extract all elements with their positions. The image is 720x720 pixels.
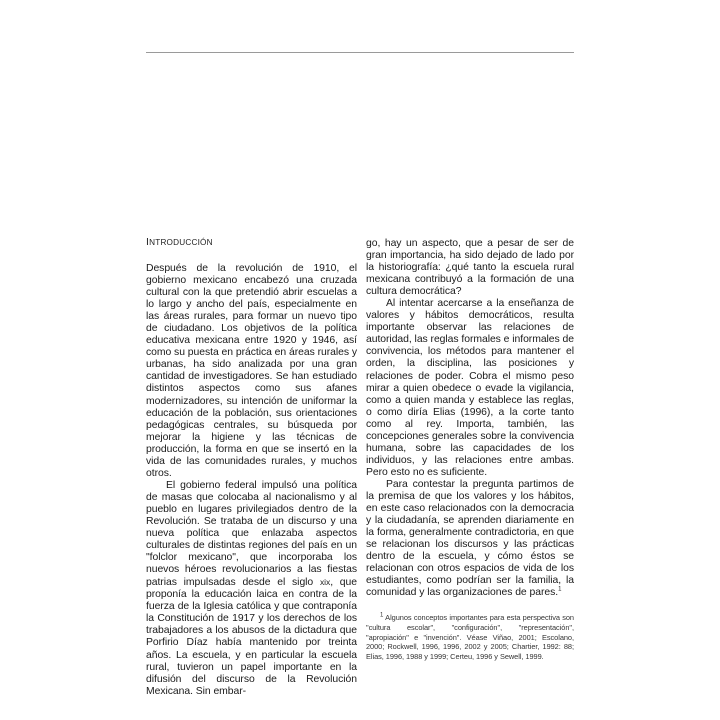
heading-initial: I: [146, 236, 150, 248]
left-column: [146, 263, 357, 698]
century-numeral: xix: [319, 577, 331, 588]
paragraph: [366, 479, 574, 599]
footnote: [366, 613, 574, 661]
header-rule: [146, 52, 574, 53]
paragraph-text: Para contestar la pregunta partimos de la premisa de que los valores y los hábitos, en este caso relacionados con la democracia y la ciudadanía, se aprenden diariamente en la forma, generalmente contradictoria, en que se relacionan los discursos y las prácticas dentro de la escuela, y cómo éstos se relacionan con otros espacios de vida de los estudiantes, como podrían ser la familia, la comunidad y las organizaciones de pares.: [366, 478, 574, 599]
paragraph: [146, 480, 357, 698]
footnote-reference[interactable]: 1: [558, 586, 562, 593]
footnote-marker: 1: [380, 612, 384, 619]
paragraph-text: , que proponía la educación laica en contra de la fuerza de la Iglesia católica y que contraponía la Constitución de 1917 y los derechos de los trabajadores a los abusos de la dictadura que Porfirio Díaz había mantenido por treinta años. La escuela, y en particular la escuela rural, tuvieron un papel importante en la difusión del discurso de la Revolución Mexicana. Sin embar-: [146, 577, 357, 697]
paragraph: Después de la revolución de 1910, el gobierno mexicano encabezó una cruzada cultural con la que pretendió abrir escuelas a lo largo y ancho del país, especialmente en las áreas rurales, para formar un nuevo tipo de ciudadano. Los objetivos de la política educativa mexicana entre 1920 y 1946, así como su puesta en práctica en áreas rurales y urbanas, ha sido analizada por una gran cantidad de investigadores. Se han estudiado distintos aspectos como sus afanes modernizadores, su intención de uniformar la educación de la población, sus orientaciones pedagógicas centrales, su búsqueda por mejorar la higiene y las técnicas de producción, la forma en que se insertó en la vida de las comunidades rurales, y muchos otros.: [146, 263, 357, 479]
paragraph: Al intentar acercarse a la enseñanza de valores y hábitos democráticos, resulta importante observar las relaciones de autoridad, las reglas formales e informales de convivencia, los métodos para mantener el orden, la disciplina, las posiciones y relaciones de poder. Cobra el mismo peso mirar a quien obedece o evade la vigilancia, como a quien manda y establece las reglas, o como diría Elias (1996), a la corte tanto como al rey. Importa, también, las concepciones generales sobre la convivencia humana, sobre las capacidades de los individuos, y las relaciones entre ambas. Pero esto no es suficiente.: [366, 298, 574, 478]
section-heading: [146, 236, 213, 248]
heading-smallcaps: NTRODUCCIÓN: [149, 238, 213, 247]
paragraph-text: El gobierno federal impulsó una política de masas que colocaba al nacionalismo y al pueblo en lugares privilegiados dentro de la Revolución. Se trataba de un discurso y una nueva política que enlazaba aspectos culturales de distintas regiones del país en un "folclor mexicano", que incorporaba los nuevos héroes revolucionarios a las fiestas patrias impulsadas desde el siglo: [146, 479, 357, 589]
footnote-text: Algunos conceptos importantes para esta perspectiva son "cultura escolar", "configuración", "representación", "apropiación" e "invención". Véase Viñao, 2001; Escolano, 2000; Rockwell, 1996, 1996, 2002 y 2005; Chartier, 1992: 88; Elias, 1996, 1988 y 1999; Certeu, 1996 y Sewell, 1999.: [366, 613, 574, 661]
paragraph: go, hay un aspecto, que a pesar de ser de gran importancia, ha sido dejado de lado por la historiografía: ¿qué tanto la escuela rural mexicana contribuyó a la formación de una cultura democrática?: [366, 238, 574, 298]
right-column: [366, 238, 574, 661]
